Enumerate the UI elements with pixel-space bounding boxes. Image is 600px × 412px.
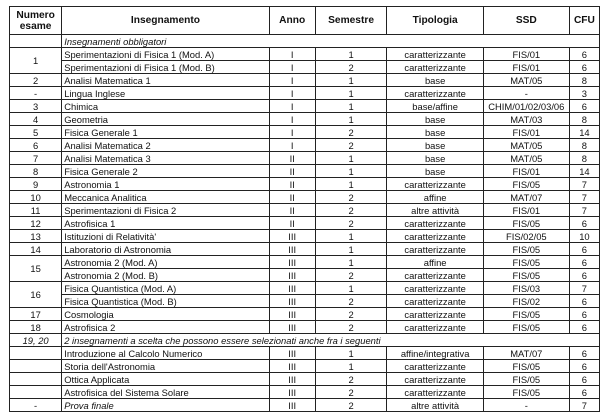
course-year: II: [269, 204, 315, 217]
course-semester: 2: [315, 139, 387, 152]
course-cfu: 6: [569, 295, 599, 308]
course-year: II: [269, 165, 315, 178]
exam-number: 2: [10, 74, 62, 87]
course-type: caratterizzante: [387, 178, 483, 191]
table-row: [10, 113, 600, 126]
header-ssd: SSD: [483, 7, 569, 35]
course-year: III: [269, 295, 315, 308]
course-name: Sperimentazioni di Fisica 1 (Mod. A): [62, 48, 269, 61]
course-name: Astrofisica 2: [62, 321, 269, 334]
exam-number: 1: [10, 48, 62, 74]
exam-number: 18: [10, 321, 62, 334]
course-type: caratterizzante: [387, 321, 483, 334]
course-type: caratterizzante: [387, 217, 483, 230]
course-name: Astrofisica 1: [62, 217, 269, 230]
course-type: base/affine: [387, 100, 483, 113]
course-cfu: 7: [569, 282, 599, 295]
elective-title: 2 insegnamenti a scelta che possono essere selezionati anche fra i seguenti: [62, 334, 600, 347]
course-name: Analisi Matematica 2: [62, 139, 269, 152]
course-cfu: 6: [569, 386, 599, 399]
course-ssd: MAT/03: [483, 113, 569, 126]
exam-number: [10, 347, 62, 360]
course-type: caratterizzante: [387, 373, 483, 386]
elective-number: 19, 20: [10, 334, 62, 347]
exam-number: 13: [10, 230, 62, 243]
course-ssd: -: [483, 87, 569, 100]
course-cfu: 10: [569, 230, 599, 243]
course-ssd: FIS/01: [483, 165, 569, 178]
course-ssd: FIS/05: [483, 269, 569, 282]
course-ssd: FIS/05: [483, 308, 569, 321]
course-semester: 1: [315, 178, 387, 191]
exam-number: 6: [10, 139, 62, 152]
course-name: Introduzione al Calcolo Numerico: [62, 347, 269, 360]
section-row-elective: [10, 334, 600, 347]
course-type: caratterizzante: [387, 282, 483, 295]
section-row-obbligatori: [10, 35, 600, 48]
header-numero-esame: Numero esame: [10, 7, 62, 35]
table-row: [10, 321, 600, 334]
course-cfu: 6: [569, 256, 599, 269]
table-row: [10, 87, 600, 100]
course-cfu: 3: [569, 87, 599, 100]
course-type: altre attività: [387, 399, 483, 412]
course-type: altre attività: [387, 204, 483, 217]
course-name: Meccanica Analitica: [62, 191, 269, 204]
table-row: [10, 152, 600, 165]
course-type: caratterizzante: [387, 230, 483, 243]
course-name: Fisica Quantistica (Mod. B): [62, 295, 269, 308]
exam-number: 16: [10, 282, 62, 308]
table-row: [10, 126, 600, 139]
course-cfu: 14: [569, 126, 599, 139]
exam-number: 15: [10, 256, 62, 282]
course-ssd: CHIM/01/02/03/06: [483, 100, 569, 113]
table-row: [10, 204, 600, 217]
table-row: [10, 100, 600, 113]
course-ssd: MAT/05: [483, 152, 569, 165]
course-cfu: 8: [569, 113, 599, 126]
course-semester: 1: [315, 230, 387, 243]
course-cfu: 14: [569, 165, 599, 178]
course-semester: 2: [315, 308, 387, 321]
exam-number: [10, 386, 62, 399]
course-name: Sperimentazioni di Fisica 2: [62, 204, 269, 217]
course-cfu: 6: [569, 360, 599, 373]
exam-number: 14: [10, 243, 62, 256]
table-row: [10, 282, 600, 295]
course-type: caratterizzante: [387, 61, 483, 74]
course-semester: 2: [315, 217, 387, 230]
course-cfu: 8: [569, 152, 599, 165]
course-year: III: [269, 269, 315, 282]
course-ssd: FIS/05: [483, 386, 569, 399]
table-row: [10, 373, 600, 386]
exam-number: 7: [10, 152, 62, 165]
table-row: [10, 74, 600, 87]
table-row: [10, 347, 600, 360]
table-row: [10, 139, 600, 152]
course-cfu: 6: [569, 243, 599, 256]
course-year: II: [269, 152, 315, 165]
course-year: III: [269, 360, 315, 373]
course-semester: 1: [315, 165, 387, 178]
course-semester: 2: [315, 295, 387, 308]
course-name: Storia dell'Astronomia: [62, 360, 269, 373]
course-semester: 2: [315, 321, 387, 334]
exam-number: 8: [10, 165, 62, 178]
table-row: [10, 243, 600, 256]
course-semester: 1: [315, 48, 387, 61]
course-year: III: [269, 282, 315, 295]
course-ssd: FIS/05: [483, 178, 569, 191]
table-row: [10, 295, 600, 308]
course-ssd: MAT/07: [483, 347, 569, 360]
table-row: [10, 360, 600, 373]
course-year: I: [269, 113, 315, 126]
course-table: [9, 6, 600, 412]
course-ssd: FIS/01: [483, 61, 569, 74]
course-name: Lingua Inglese: [62, 87, 269, 100]
header-anno: Anno: [269, 7, 315, 35]
course-ssd: FIS/05: [483, 256, 569, 269]
section-title: Insegnamenti obbligatori: [62, 35, 600, 48]
course-cfu: 8: [569, 139, 599, 152]
table-row: [10, 269, 600, 282]
course-ssd: FIS/01: [483, 48, 569, 61]
course-semester: 1: [315, 113, 387, 126]
course-cfu: 6: [569, 61, 599, 74]
course-semester: 2: [315, 373, 387, 386]
course-table-container: [9, 6, 600, 412]
course-cfu: 6: [569, 347, 599, 360]
course-year: III: [269, 308, 315, 321]
course-cfu: 6: [569, 373, 599, 386]
exam-number: [10, 373, 62, 386]
exam-number: -: [10, 399, 62, 412]
exam-number: 11: [10, 204, 62, 217]
course-cfu: 7: [569, 178, 599, 191]
course-type: caratterizzante: [387, 360, 483, 373]
course-name: Analisi Matematica 3: [62, 152, 269, 165]
course-year: I: [269, 74, 315, 87]
course-type: caratterizzante: [387, 295, 483, 308]
course-type: base: [387, 113, 483, 126]
course-cfu: 7: [569, 399, 599, 412]
course-semester: 1: [315, 87, 387, 100]
exam-number: [10, 360, 62, 373]
course-year: II: [269, 178, 315, 191]
course-ssd: FIS/02/05: [483, 230, 569, 243]
course-name: Ottica Applicata: [62, 373, 269, 386]
course-cfu: 6: [569, 100, 599, 113]
header-cfu: CFU: [569, 7, 599, 35]
exam-number: 17: [10, 308, 62, 321]
course-name: Laboratorio di Astronomia: [62, 243, 269, 256]
header-semestre: Semestre: [315, 7, 387, 35]
course-semester: 1: [315, 243, 387, 256]
course-type: affine: [387, 191, 483, 204]
course-type: caratterizzante: [387, 386, 483, 399]
course-type: affine/integrativa: [387, 347, 483, 360]
table-row: [10, 256, 600, 269]
course-name: Analisi Matematica 1: [62, 74, 269, 87]
course-year: III: [269, 373, 315, 386]
course-type: caratterizzante: [387, 48, 483, 61]
course-semester: 1: [315, 152, 387, 165]
course-name: Astronomia 2 (Mod. A): [62, 256, 269, 269]
course-cfu: 8: [569, 74, 599, 87]
table-row: [10, 308, 600, 321]
course-cfu: 7: [569, 191, 599, 204]
header-tipologia: Tipologia: [387, 7, 483, 35]
course-year: III: [269, 399, 315, 412]
table-row: [10, 230, 600, 243]
course-year: I: [269, 100, 315, 113]
course-ssd: FIS/01: [483, 204, 569, 217]
course-year: I: [269, 48, 315, 61]
course-semester: 2: [315, 191, 387, 204]
table-row: [10, 61, 600, 74]
course-ssd: FIS/01: [483, 126, 569, 139]
exam-number: 4: [10, 113, 62, 126]
header-row: [10, 7, 600, 35]
course-semester: 2: [315, 269, 387, 282]
course-year: III: [269, 230, 315, 243]
exam-number: -: [10, 87, 62, 100]
final-exam-row: [10, 399, 600, 412]
course-cfu: 6: [569, 269, 599, 282]
course-year: I: [269, 139, 315, 152]
table-row: [10, 48, 600, 61]
course-semester: 1: [315, 256, 387, 269]
course-ssd: MAT/05: [483, 74, 569, 87]
course-year: III: [269, 256, 315, 269]
course-year: III: [269, 347, 315, 360]
exam-number: 3: [10, 100, 62, 113]
course-ssd: FIS/02: [483, 295, 569, 308]
course-ssd: FIS/03: [483, 282, 569, 295]
table-row: [10, 191, 600, 204]
course-type: base: [387, 152, 483, 165]
course-cfu: 6: [569, 321, 599, 334]
course-year: III: [269, 386, 315, 399]
course-name: Cosmologia: [62, 308, 269, 321]
course-semester: 1: [315, 100, 387, 113]
course-semester: 2: [315, 61, 387, 74]
course-type: base: [387, 74, 483, 87]
course-semester: 2: [315, 126, 387, 139]
course-name: Fisica Generale 2: [62, 165, 269, 178]
course-type: caratterizzante: [387, 243, 483, 256]
course-semester: 2: [315, 204, 387, 217]
course-ssd: MAT/07: [483, 191, 569, 204]
course-semester: 2: [315, 386, 387, 399]
course-name: Astronomia 2 (Mod. B): [62, 269, 269, 282]
course-cfu: 6: [569, 217, 599, 230]
section-number-cell: [10, 35, 62, 48]
course-ssd: FIS/05: [483, 321, 569, 334]
course-type: affine: [387, 256, 483, 269]
course-type: caratterizzante: [387, 308, 483, 321]
table-row: [10, 165, 600, 178]
course-ssd: FIS/05: [483, 243, 569, 256]
course-name: Fisica Quantistica (Mod. A): [62, 282, 269, 295]
course-year: II: [269, 191, 315, 204]
course-cfu: 6: [569, 48, 599, 61]
course-type: base: [387, 139, 483, 152]
table-row: [10, 178, 600, 191]
course-year: III: [269, 321, 315, 334]
course-name: Chimica: [62, 100, 269, 113]
course-name: Geometria: [62, 113, 269, 126]
table-row: [10, 217, 600, 230]
exam-number: 9: [10, 178, 62, 191]
course-name: Sperimentazioni di Fisica 1 (Mod. B): [62, 61, 269, 74]
course-type: base: [387, 165, 483, 178]
course-year: I: [269, 87, 315, 100]
course-name: Astronomia 1: [62, 178, 269, 191]
course-year: II: [269, 217, 315, 230]
course-ssd: FIS/05: [483, 217, 569, 230]
course-semester: 2: [315, 399, 387, 412]
course-semester: 1: [315, 347, 387, 360]
course-year: I: [269, 61, 315, 74]
exam-number: 12: [10, 217, 62, 230]
course-semester: 1: [315, 74, 387, 87]
course-ssd: -: [483, 399, 569, 412]
course-name: Prova finale: [62, 399, 269, 412]
exam-number: 10: [10, 191, 62, 204]
course-ssd: FIS/05: [483, 360, 569, 373]
course-year: III: [269, 243, 315, 256]
exam-number: 5: [10, 126, 62, 139]
course-name: Istituzioni di Relatività': [62, 230, 269, 243]
course-ssd: FIS/05: [483, 373, 569, 386]
course-cfu: 6: [569, 308, 599, 321]
course-name: Astrofisica del Sistema Solare: [62, 386, 269, 399]
course-type: caratterizzante: [387, 269, 483, 282]
course-ssd: MAT/05: [483, 139, 569, 152]
course-name: Fisica Generale 1: [62, 126, 269, 139]
course-year: I: [269, 126, 315, 139]
course-type: caratterizzante: [387, 87, 483, 100]
course-type: base: [387, 126, 483, 139]
table-row: [10, 386, 600, 399]
header-insegnamento: Insegnamento: [62, 7, 269, 35]
course-semester: 1: [315, 360, 387, 373]
course-cfu: 7: [569, 204, 599, 217]
course-semester: 1: [315, 282, 387, 295]
